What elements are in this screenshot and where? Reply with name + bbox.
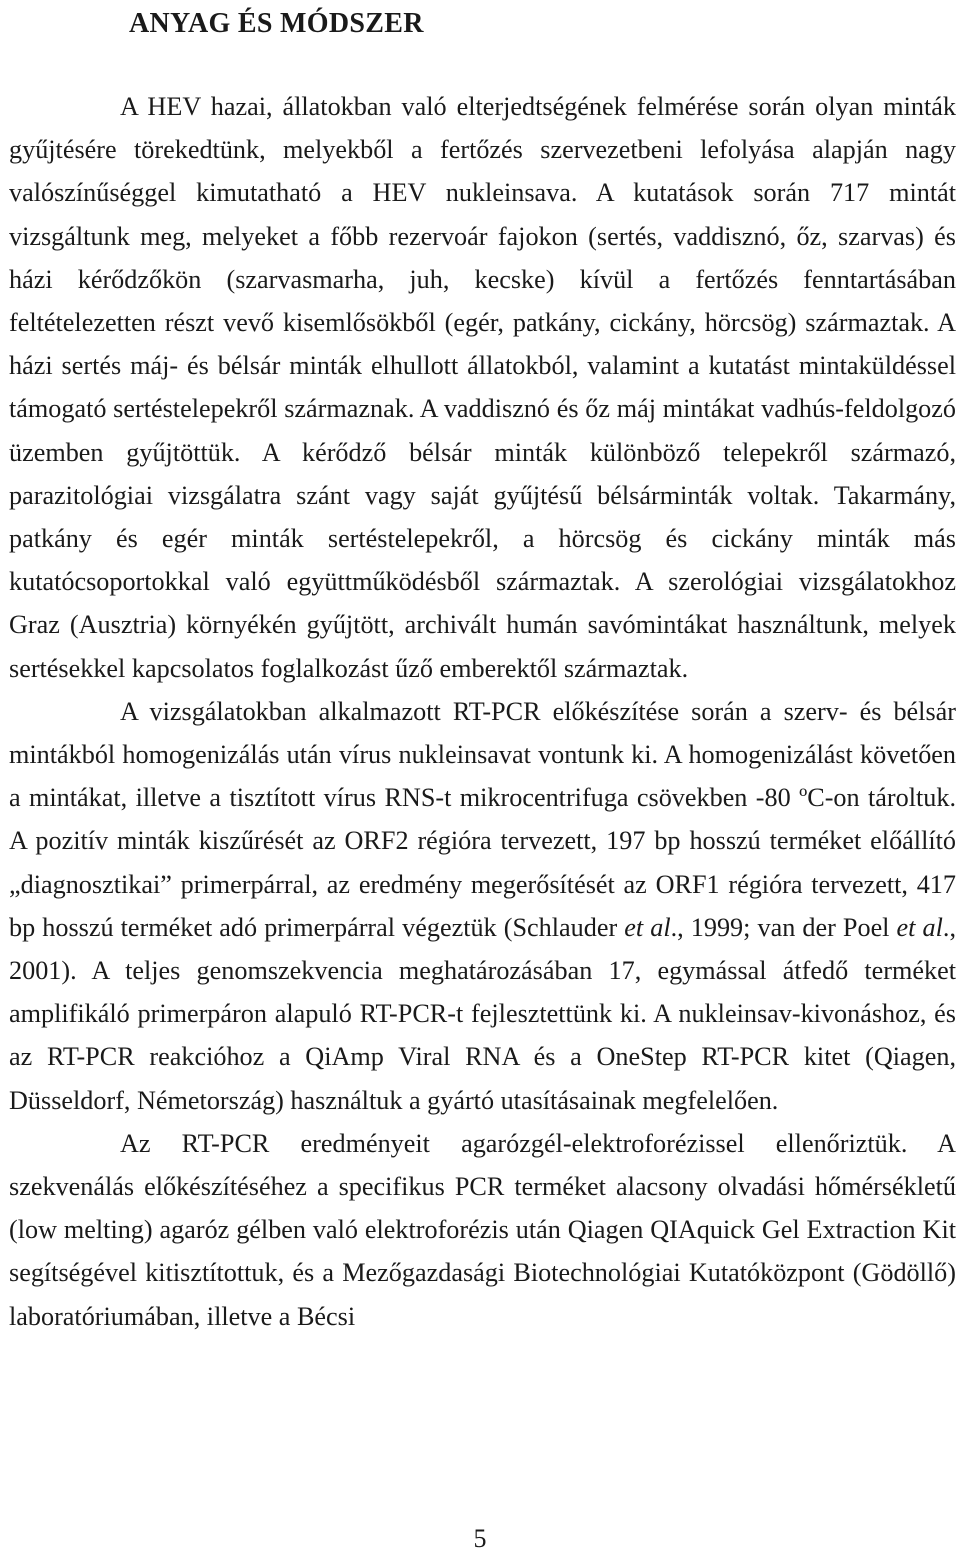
text-run: ., 2001). A teljes genomszekvencia meghatározásában 17, egymással átfedő terméket amplifikáló primerpáron alapuló RT-PCR-t fejlesztettünk ki. A nukleinsav-kivonáshoz, és az RT-PCR reakcióhoz a QiAmp Viral RNA és a OneStep RT-PCR kitet (Qiagen, Düsseldorf, Németország) használtuk a gyártó utasításainak megfelelően. <box>9 912 956 1115</box>
body-text <box>9 85 956 1338</box>
text-run: A HEV hazai, állatokban való elterjedtségének felmérése során olyan minták gyűjtésére törekedtünk, melyekből a fertőzés szervezetbeni lefolyása alapján nagy valószínűséggel kimutatható a HEV nukleinsava. A kutatások során 717 mintát vizsgáltunk meg, melyeket a főbb rezervoár fajokon (sertés, vaddisznó, őz, szarvas) és házi kérődzőkön (szarvasmarha, juh, kecske) kívül a fertőzés fenntartásában feltételezetten részt vevő kisemlősökből (egér, patkány, cickány, hörcsög) származtak. A házi sertés máj- és bélsár minták elhullott állatokból, valamint a kutatást mintaküldéssel támogató sertéstelepekről származnak. A vaddisznó és őz máj mintákat vadhús-feldolgozó üzemben gyűjtöttük. A kérődző bélsár minták különböző telepekről származó, parazitológiai vizsgálatra szánt vagy saját gyűjtésű bélsárminták voltak. Takarmány, patkány és egér minták sertéstelepekről, a hörcsög és cickány minták más kutatócsoportokkal való együttműködésből származtak. A szerológiai vizsgálatokhoz Graz (Ausztria) környékén gyűjtött, archivált humán savómintákat használtunk, melyek sertésekkel kapcsolatos foglalkozást űző emberektől származtak. <box>9 92 956 683</box>
paragraph-1 <box>9 85 956 690</box>
paragraph-3 <box>9 1122 956 1338</box>
italic-run: et al <box>896 912 943 942</box>
page-number: 5 <box>473 1524 487 1553</box>
text-run: A vizsgálatokban alkalmazott RT-PCR előkészítése során a szerv- és bélsár mintákból homogenizálás után vírus nukleinsavat vontunk ki. A homogenizálást követően a mintákat, illetve a tisztított vírus RNS-t mikrocentrifuga csövekben -80 ºC-on tároltuk. A pozitív minták kiszűrését az ORF2 régióra tervezett, 197 bp hosszú terméket előállító „diagnosztikai” primerpárral, az eredmény megerősítését az ORF1 régióra tervezett, 417 bp hosszú terméket adó primerpárral végeztük (Schlauder <box>9 696 956 942</box>
paragraph-2 <box>9 690 956 1122</box>
section-heading: ANYAG ÉS MÓDSZER <box>129 8 424 39</box>
italic-run: et al <box>624 912 671 942</box>
text-run: ., 1999; van der Poel <box>670 912 897 942</box>
text-run: Az RT-PCR eredményeit agarózgél-elektroforézissel ellenőriztük. A szekvenálás előkészítéséhez a specifikus PCR terméket alacsony olvadási hőmérsékletű (low melting) agaróz gélben való elektroforézis után Qiagen QIAquick Gel Extraction Kit segítségével kitisztítottuk, és a Mezőgazdasági Biotechnológiai Kutatóközpont (Gödöllő) laboratóriumában, illetve a Bécsi <box>9 1128 956 1331</box>
